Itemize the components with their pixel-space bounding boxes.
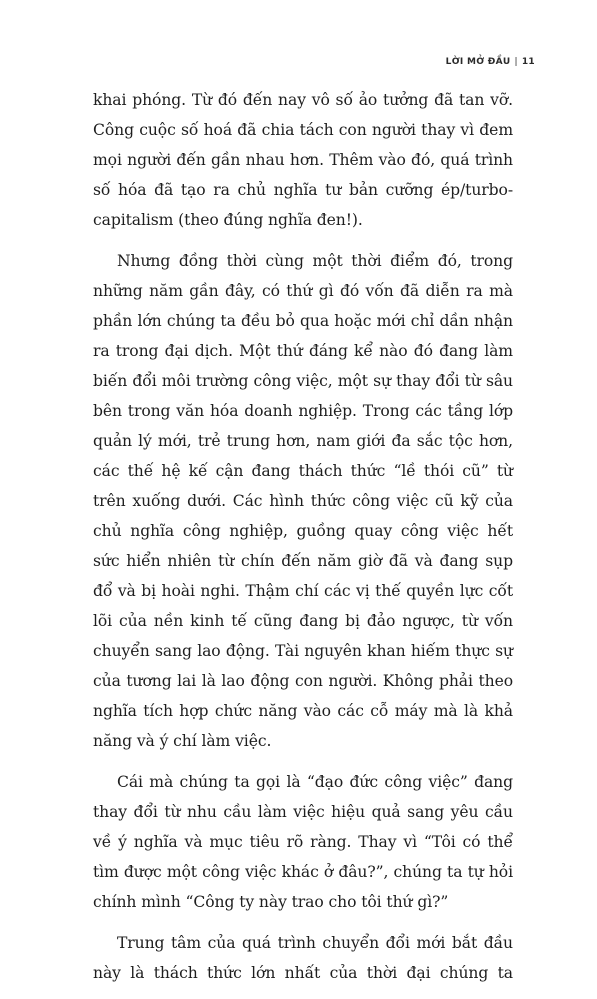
- paragraph: Cái mà chúng ta gọi là “đạo đức công việc” đang thay đổi từ nhu cầu làm việc hiệu quả sang yêu cầu về ý nghĩa và mục tiêu rõ ràng. Thay vì “Tôi có thể tìm được một công việc khác ở đâu?”, chúng ta tự hỏi chính mình “Công ty này trao cho tôi thứ gì?”: [93, 773, 513, 911]
- paragraph-continuation: khai phóng. Từ đó đến nay vô số ảo tưởng đã tan vỡ. Công cuộc số hoá đã chia tách con người thay vì đem mọi người đến gần nhau hơn. Thêm vào đó, quá trình số hóa đã tạo ra chủ nghĩa tư bản cưỡng ép/turbo-capitalism (theo đúng nghĩa đen!).: [93, 91, 513, 229]
- header-separator: |: [514, 57, 518, 67]
- paragraph: Nhưng đồng thời cùng một thời điểm đó, trong những năm gần đây, có thứ gì đó vốn đã diễn ra mà phần lớn chúng ta đều bỏ qua hoặc mới chỉ dần nhận ra trong đại dịch. Một thứ đáng kể nào đó đang làm biến đổi môi trường công việc, một sự thay đổi từ sâu bên trong văn hóa doanh nghiệp. Trong các tầng lớp quản lý mới, trẻ trung hơn, nam giới đa sắc tộc hơn, các thế hệ kế cận đang thách thức “lề thói cũ” từ trên xuống dưới. Các hình thức công việc cũ kỹ của chủ nghĩa công nghiệp, guồng quay công việc hết sức hiển nhiên từ chín đến năm giờ đã và đang sụp đổ và bị hoài nghi. Thậm chí các vị thế quyền lực cốt lõi của nền kinh tế cũng đang bị đảo ngược, từ vốn chuyển sang lao động. Tài nguyên khan hiếm thực sự của tương lai là lao động con người. Không phải theo nghĩa tích hợp chức năng vào các cỗ máy mà là khả năng và ý chí làm việc.: [93, 252, 513, 750]
- body-text: [93, 85, 513, 999]
- running-header: [446, 57, 535, 67]
- chapter-title: LỜI MỞ ĐẦU: [445, 57, 511, 67]
- paragraph-continues: Trung tâm của quá trình chuyển đổi mới bắt đầu này là thách thức lớn nhất của thời đại chúng ta: [93, 934, 513, 982]
- page-number: 11: [521, 57, 535, 67]
